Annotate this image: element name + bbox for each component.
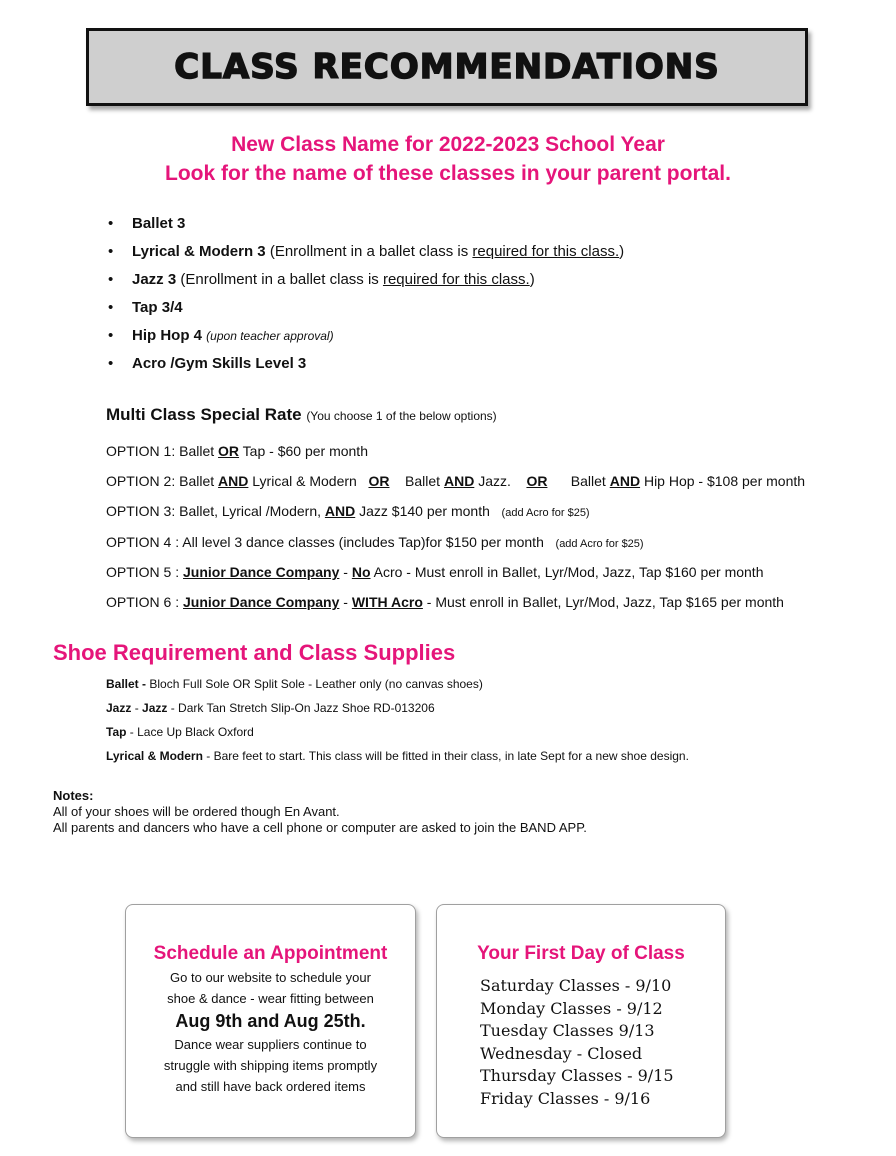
option-text: OPTION 2: Ballet — [106, 473, 219, 489]
class-name: Tap 3/4 — [132, 299, 183, 316]
option-keyword: WITH Acro — [351, 594, 423, 610]
option-keyword: AND — [443, 473, 475, 489]
class-note-italic: (upon teacher approval) — [206, 329, 334, 343]
option-keyword: OR — [218, 443, 240, 459]
list-item: Tuesday Classes 9/13 — [480, 1021, 655, 1040]
shoe-item-jazz — [106, 701, 435, 715]
list-item — [132, 294, 892, 322]
shoe-text: - Dark Tan Stretch Slip-On Jazz Shoe RD-013206 — [167, 701, 435, 715]
title-banner — [86, 28, 808, 106]
option-text: Hip Hop - $108 per month — [640, 473, 806, 489]
list-item — [132, 238, 892, 266]
notes-label: Notes: — [53, 788, 94, 803]
multi-class-title — [106, 405, 497, 425]
shoe-item-ballet — [106, 677, 483, 691]
list-item — [132, 266, 892, 294]
option-text: - Must enroll in Ballet, Lyr/Mod, Jazz, Tap $165 per month — [422, 594, 784, 610]
class-name: Acro /Gym Skills Level 3 — [132, 355, 307, 372]
option-keyword: AND — [324, 503, 356, 519]
page-title: CLASS RECOMMENDATIONS — [174, 47, 720, 87]
option-keyword: AND — [218, 473, 249, 489]
shoe-label: Jazz — [142, 701, 168, 715]
option-5 — [106, 564, 763, 580]
shoe-label: Lyrical & Modern — [106, 749, 203, 763]
multi-class-heading: Multi Class Special Rate — [106, 405, 302, 424]
class-name: Hip Hop 4 — [132, 327, 202, 344]
option-text: OPTION 1: Ballet — [106, 443, 219, 459]
notes — [53, 788, 587, 836]
option-text: Acro - Must enroll in Ballet, Lyr/Mod, Jazz, Tap $160 per month — [370, 564, 764, 580]
option-3 — [106, 503, 590, 519]
shoe-heading: Shoe Requirement and Class Supplies — [53, 640, 456, 665]
class-note-end: ) — [619, 243, 625, 260]
option-keyword: OR — [368, 473, 390, 489]
option-1 — [106, 443, 368, 459]
list-item: Wednesday - Closed — [480, 1043, 643, 1063]
appointment-card — [125, 904, 416, 1138]
shoe-text: - Lace Up Black Oxford — [126, 725, 254, 739]
appointment-text: and still have back ordered items — [175, 1079, 366, 1094]
option-note: (add Acro for $25) — [501, 507, 590, 519]
appointment-title: Schedule an Appointment — [153, 943, 388, 964]
option-text: OPTION 6 : — [106, 594, 184, 610]
option-keyword: No — [351, 564, 371, 580]
subheading-line-2: Look for the name of these classes in your parent portal. — [165, 162, 731, 185]
option-keyword: AND — [609, 473, 641, 489]
list-item: Saturday Classes - 9/10 — [480, 976, 672, 995]
list-item — [132, 322, 892, 350]
option-text: Ballet — [405, 473, 444, 489]
option-keyword: Junior Dance Company — [183, 564, 340, 580]
option-4 — [106, 534, 644, 550]
list-item — [132, 210, 892, 238]
option-keyword: Junior Dance Company — [183, 594, 340, 610]
option-text: Lyrical & Modern — [248, 473, 357, 489]
appointment-text: Dance wear suppliers continue to — [174, 1037, 367, 1052]
shoe-item-lyrical — [106, 749, 689, 763]
class-note: (Enrollment in a ballet class is — [265, 243, 473, 260]
shoe-text: Bloch Full Sole OR Split Sole - Leather only (no canvas shoes) — [146, 677, 483, 691]
appointment-text: shoe & dance - wear fitting between — [167, 991, 374, 1006]
class-note: (Enrollment in a ballet class is — [176, 271, 383, 288]
shoe-text: - — [131, 701, 143, 715]
appointment-dates: Aug 9th and Aug 25th. — [175, 1011, 366, 1031]
class-name: Lyrical & Modern 3 — [132, 243, 266, 260]
option-text: Jazz. — [474, 473, 511, 489]
class-note-underline: required for this class. — [382, 271, 530, 288]
option-text: Jazz $140 per month — [355, 503, 490, 519]
shoe-text: - Bare feet to start. This class will be fitted in their class, in late Sept for a new shoe design. — [202, 749, 689, 763]
class-name: Jazz 3 — [132, 271, 177, 288]
option-note: (add Acro for $25) — [555, 538, 644, 550]
shoe-item-tap — [106, 725, 254, 739]
option-text: OPTION 3: Ballet, Lyrical /Modern, — [106, 503, 325, 519]
shoe-label: Jazz — [106, 701, 132, 715]
notes-line: All parents and dancers who have a cell phone or computer are asked to join the BAND APP. — [53, 820, 587, 835]
list-item: Monday Classes - 9/12 — [480, 998, 663, 1018]
class-list — [106, 210, 892, 378]
option-2 — [106, 473, 805, 489]
list-item: Thursday Classes - 9/15 — [480, 1066, 674, 1085]
list-item: Friday Classes - 9/16 — [480, 1088, 651, 1108]
first-day-card — [436, 904, 726, 1138]
option-keyword: OR — [526, 473, 548, 489]
notes-line: All of your shoes will be ordered though En Avant. — [53, 804, 340, 819]
class-name: Ballet 3 — [132, 215, 186, 232]
option-text: Ballet — [570, 473, 610, 489]
appointment-text: struggle with shipping items promptly — [163, 1058, 378, 1073]
option-text: - — [339, 594, 352, 610]
shoe-label: Ballet - — [106, 677, 147, 691]
subheading-line-1: New Class Name for 2022-2023 School Year — [231, 133, 665, 156]
class-note-underline: required for this class. — [472, 243, 620, 260]
option-text: Tap - $60 per month — [239, 443, 368, 459]
appointment-text: Go to our website to schedule your — [170, 970, 371, 985]
multi-class-note: (You choose 1 of the below options) — [306, 409, 497, 423]
option-text: OPTION 4 : All level 3 dance classes (includes Tap)for $150 per month — [106, 534, 544, 550]
first-day-title: Your First Day of Class — [477, 943, 685, 964]
list-item — [132, 350, 892, 378]
option-6 — [106, 594, 784, 610]
option-text: - — [339, 564, 352, 580]
first-day-list — [480, 975, 674, 1110]
shoe-label: Tap — [106, 725, 127, 739]
option-text: OPTION 5 : — [106, 564, 184, 580]
class-note-end: ) — [529, 271, 535, 288]
